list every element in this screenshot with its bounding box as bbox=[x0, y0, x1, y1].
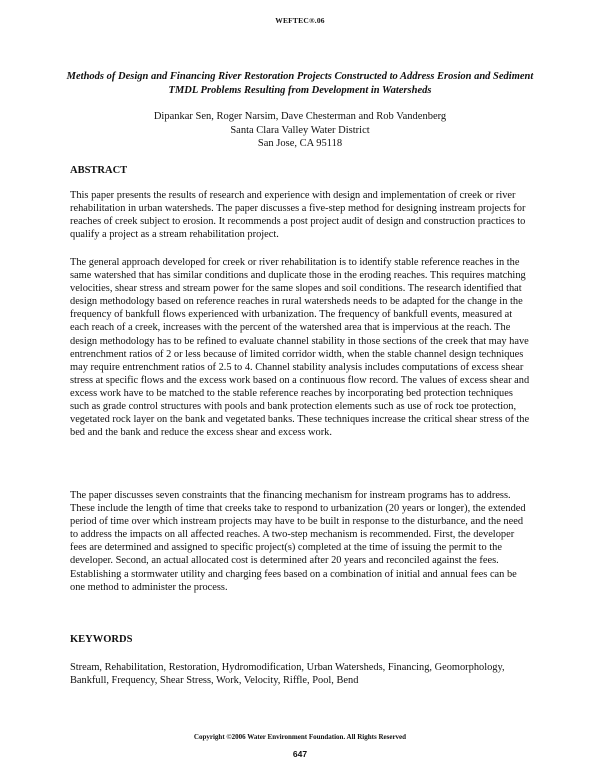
paper-title: Methods of Design and Financing River Restoration Projects Constructed to Address Erosion and Sediment TMDL Problems Resulting from Development in Watersheds bbox=[66, 71, 534, 96]
author-names: Dipankar Sen, Roger Narsim, Dave Chesterman and Rob Vandenberg bbox=[153, 111, 447, 122]
abstract-paragraph-3: The paper discusses seven constraints that the financing mechanism for instream programs has to address. These include the length of time that creeks take to respond to urbanization (20 years or longer), the extended period of time over which instream projects may have to be built in response to the disturbance, and the need to address the impacts on all affected reaches. A two-step mechanism is recommended. First, the developer fees are determined and assigned to specific project(s) completed at the time of issuing the permit to the developer. Second, an actual allocated cost is determined after 20 years and reconciled against the fees. Establishing a stormwater utility and charging fees based on a combination of initial and annual fees can be one method to administer the process. bbox=[70, 490, 526, 593]
keywords-text: Stream, Rehabilitation, Restoration, Hydromodification, Urban Watersheds, Financing, Geomorphology, Bankfull, Frequency, Shear Stress, Work, Velocity, Riffle, Pool, Bend bbox=[70, 662, 505, 687]
page-number: 647 bbox=[292, 749, 308, 759]
abstract-heading: ABSTRACT bbox=[70, 165, 128, 176]
copyright-notice: Copyright ©2006 Water Environment Foundation. All Rights Reserved bbox=[193, 733, 407, 741]
author-location: San Jose, CA 95118 bbox=[257, 138, 343, 149]
running-header: WEFTEC®.06 bbox=[275, 16, 325, 25]
abstract-paragraph-2: The general approach developed for creek or river rehabilitation is to identify stable reference reaches in the same watershed that has similar conditions and duplicate those in the eroding reaches. This requires matching velocities, shear stress and stream power for the same slopes and soil conditions. The research identified that design methodology based on reference reaches in rural watersheds needs to be adapted for the change in the frequency of bankfull flows experienced with urbanization. The frequency of bankfull events, measured at each reach of a creek, increases with the percent of the watershed area that is impervious at the reach. The design methodology has to be refined to evaluate channel stability in those sections of the creek that may have entrenchment ratios of 2 or less because of limited corridor width, when the stable channel design techniques may require entrenchment ratios of 2.5 to 4. Channel stability analysis includes computations of excess shear stress at specific flows and the excess work based on a continuous flow record. The values of excess shear and excess work have to be matched to the stable reference reaches by incorporating bed protection techniques such as grade control structures with pools and bank protection elements such as use of rock toe protection, vegetated rock layer on the bank and vegetated banks. These techniques increase the critical shear stress of the bed and the bank and reduce the excess shear and excess work. bbox=[70, 257, 530, 439]
author-affiliation: Santa Clara Valley Water District bbox=[230, 124, 370, 136]
author-block bbox=[0, 110, 600, 151]
keywords-heading: KEYWORDS bbox=[70, 634, 133, 645]
abstract-paragraph-1: This paper presents the results of research and experience with design and implementation of creek or river rehabilitation in urban watersheds. The paper discusses a five-step method for designing instream projects for reaches of creek subject to erosion. It recommends a post project audit of design and construction practices to qualify a project as a stream rehabilitation project. bbox=[70, 190, 526, 241]
